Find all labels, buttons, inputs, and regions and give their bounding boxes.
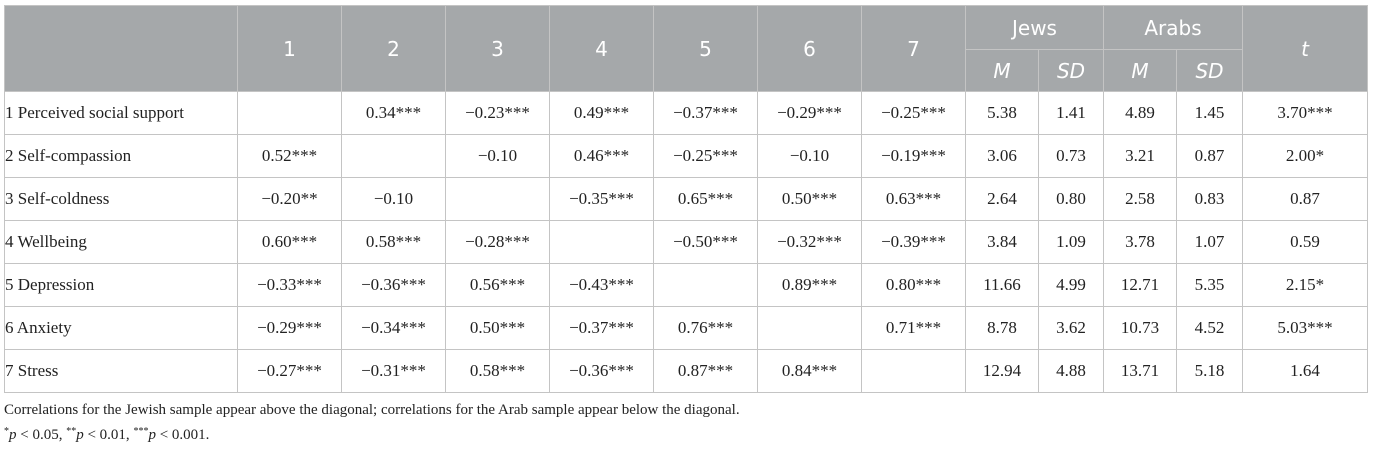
table-cell: −0.25*** <box>862 92 966 135</box>
diagonal-cell <box>446 178 550 221</box>
sig-p: p <box>9 427 17 443</box>
header-col-3: 3 <box>446 6 550 92</box>
table-cell: 5.38 <box>966 92 1039 135</box>
table-cell: 0.58*** <box>446 350 550 393</box>
table-cell: −0.19*** <box>862 135 966 178</box>
table-cell: 0.87 <box>1177 135 1243 178</box>
diagonal-cell <box>238 92 342 135</box>
table-cell: 0.73 <box>1039 135 1104 178</box>
header-jews-sd: SD <box>1039 50 1104 92</box>
table-cell: 2.00* <box>1243 135 1368 178</box>
row-label: 7 Stress <box>5 350 238 393</box>
sig-mark: ** <box>66 426 77 437</box>
header-col-4: 4 <box>550 6 654 92</box>
table-cell: −0.10 <box>342 178 446 221</box>
diagonal-cell <box>758 307 862 350</box>
table-cell: 0.65*** <box>654 178 758 221</box>
table-cell: 0.83 <box>1177 178 1243 221</box>
table-cell: −0.35*** <box>550 178 654 221</box>
table-cell: −0.43*** <box>550 264 654 307</box>
table-cell: −0.34*** <box>342 307 446 350</box>
row-label: 2 Self-compassion <box>5 135 238 178</box>
table-cell: 4.99 <box>1039 264 1104 307</box>
table-row <box>5 264 1368 307</box>
diagonal-cell <box>654 264 758 307</box>
sig-mark: *** <box>133 426 149 437</box>
sig-threshold: < 0.01, <box>83 427 134 443</box>
table-cell: 2.64 <box>966 178 1039 221</box>
table-cell: 4.88 <box>1039 350 1104 393</box>
sig-threshold: < 0.001. <box>155 427 210 443</box>
table-cell: −0.37*** <box>654 92 758 135</box>
table-cell: 2.58 <box>1104 178 1177 221</box>
table-cell: 5.35 <box>1177 264 1243 307</box>
table-cell: −0.29*** <box>758 92 862 135</box>
table-cell: 12.94 <box>966 350 1039 393</box>
header-col-1: 1 <box>238 6 342 92</box>
table-row <box>5 178 1368 221</box>
row-label: 4 Wellbeing <box>5 221 238 264</box>
table-cell: −0.36*** <box>550 350 654 393</box>
table-row <box>5 135 1368 178</box>
table-cell: 2.15* <box>1243 264 1368 307</box>
table-row <box>5 307 1368 350</box>
diagonal-cell <box>862 350 966 393</box>
header-arabs-sd: SD <box>1177 50 1243 92</box>
table-notes <box>4 400 740 446</box>
table-cell: 0.58*** <box>342 221 446 264</box>
row-label: 5 Depression <box>5 264 238 307</box>
table-cell: 0.80 <box>1039 178 1104 221</box>
table-cell: −0.27*** <box>238 350 342 393</box>
table-cell: −0.36*** <box>342 264 446 307</box>
note-diagonal: Correlations for the Jewish sample appear above the diagonal; correlations for the Arab sample appear below the diagonal. <box>4 402 740 418</box>
note-significance <box>4 421 740 446</box>
table-cell: 3.21 <box>1104 135 1177 178</box>
table-cell: −0.32*** <box>758 221 862 264</box>
table-cell: 0.87 <box>1243 178 1368 221</box>
table-cell: 0.59 <box>1243 221 1368 264</box>
header-col-6: 6 <box>758 6 862 92</box>
table-cell: −0.37*** <box>550 307 654 350</box>
diagonal-cell <box>550 221 654 264</box>
table-cell: 0.76*** <box>654 307 758 350</box>
table-cell: 0.49*** <box>550 92 654 135</box>
header-group-arabs: Arabs <box>1104 6 1243 50</box>
table-cell: 10.73 <box>1104 307 1177 350</box>
table-cell: 0.87*** <box>654 350 758 393</box>
table-cell: 1.09 <box>1039 221 1104 264</box>
table-cell: −0.33*** <box>238 264 342 307</box>
table-cell: 3.70*** <box>1243 92 1368 135</box>
table-cell: 11.66 <box>966 264 1039 307</box>
table-cell: −0.20** <box>238 178 342 221</box>
table-cell: 4.52 <box>1177 307 1243 350</box>
table-cell: 3.84 <box>966 221 1039 264</box>
sig-threshold: < 0.05, <box>16 427 67 443</box>
header-group-jews: Jews <box>966 6 1104 50</box>
table-cell: 0.56*** <box>446 264 550 307</box>
sig-p: p <box>148 427 156 443</box>
table-cell: 3.62 <box>1039 307 1104 350</box>
table-cell: −0.23*** <box>446 92 550 135</box>
table-cell: −0.31*** <box>342 350 446 393</box>
table-cell: 1.64 <box>1243 350 1368 393</box>
table-cell: −0.29*** <box>238 307 342 350</box>
table-cell: 0.50*** <box>758 178 862 221</box>
table-cell: 8.78 <box>966 307 1039 350</box>
row-label: 3 Self-coldness <box>5 178 238 221</box>
header-jews-m: M <box>966 50 1039 92</box>
header-variable-cell <box>5 6 238 92</box>
table-cell: 12.71 <box>1104 264 1177 307</box>
header-arabs-m: M <box>1104 50 1177 92</box>
table-cell: 0.89*** <box>758 264 862 307</box>
table-body <box>5 92 1368 393</box>
table-cell: 5.18 <box>1177 350 1243 393</box>
table-cell: 0.60*** <box>238 221 342 264</box>
header-col-5: 5 <box>654 6 758 92</box>
table-cell: −0.28*** <box>446 221 550 264</box>
table-cell: 1.45 <box>1177 92 1243 135</box>
table-cell: −0.50*** <box>654 221 758 264</box>
table-cell: 0.84*** <box>758 350 862 393</box>
sig-mark: * <box>4 426 9 437</box>
table-cell: 0.71*** <box>862 307 966 350</box>
table-cell: 0.52*** <box>238 135 342 178</box>
header-t: t <box>1243 6 1368 92</box>
table-cell: −0.39*** <box>862 221 966 264</box>
table-cell: 0.34*** <box>342 92 446 135</box>
table-cell: −0.10 <box>758 135 862 178</box>
header-group-row <box>5 6 1368 50</box>
header-col-7: 7 <box>862 6 966 92</box>
table-cell: 1.41 <box>1039 92 1104 135</box>
row-label: 6 Anxiety <box>5 307 238 350</box>
table-cell: 0.46*** <box>550 135 654 178</box>
table-cell: 3.78 <box>1104 221 1177 264</box>
table-row <box>5 92 1368 135</box>
header-col-2: 2 <box>342 6 446 92</box>
table-cell: 0.50*** <box>446 307 550 350</box>
table-cell: −0.10 <box>446 135 550 178</box>
table-cell: 0.80*** <box>862 264 966 307</box>
table-cell: 0.63*** <box>862 178 966 221</box>
table-cell: −0.25*** <box>654 135 758 178</box>
table-cell: 5.03*** <box>1243 307 1368 350</box>
table-cell: 1.07 <box>1177 221 1243 264</box>
table-row <box>5 350 1368 393</box>
table-cell: 4.89 <box>1104 92 1177 135</box>
row-label: 1 Perceived social support <box>5 92 238 135</box>
diagonal-cell <box>342 135 446 178</box>
sig-p: p <box>76 427 84 443</box>
table-row <box>5 221 1368 264</box>
correlation-table <box>4 5 1368 393</box>
table-cell: 13.71 <box>1104 350 1177 393</box>
table-cell: 3.06 <box>966 135 1039 178</box>
